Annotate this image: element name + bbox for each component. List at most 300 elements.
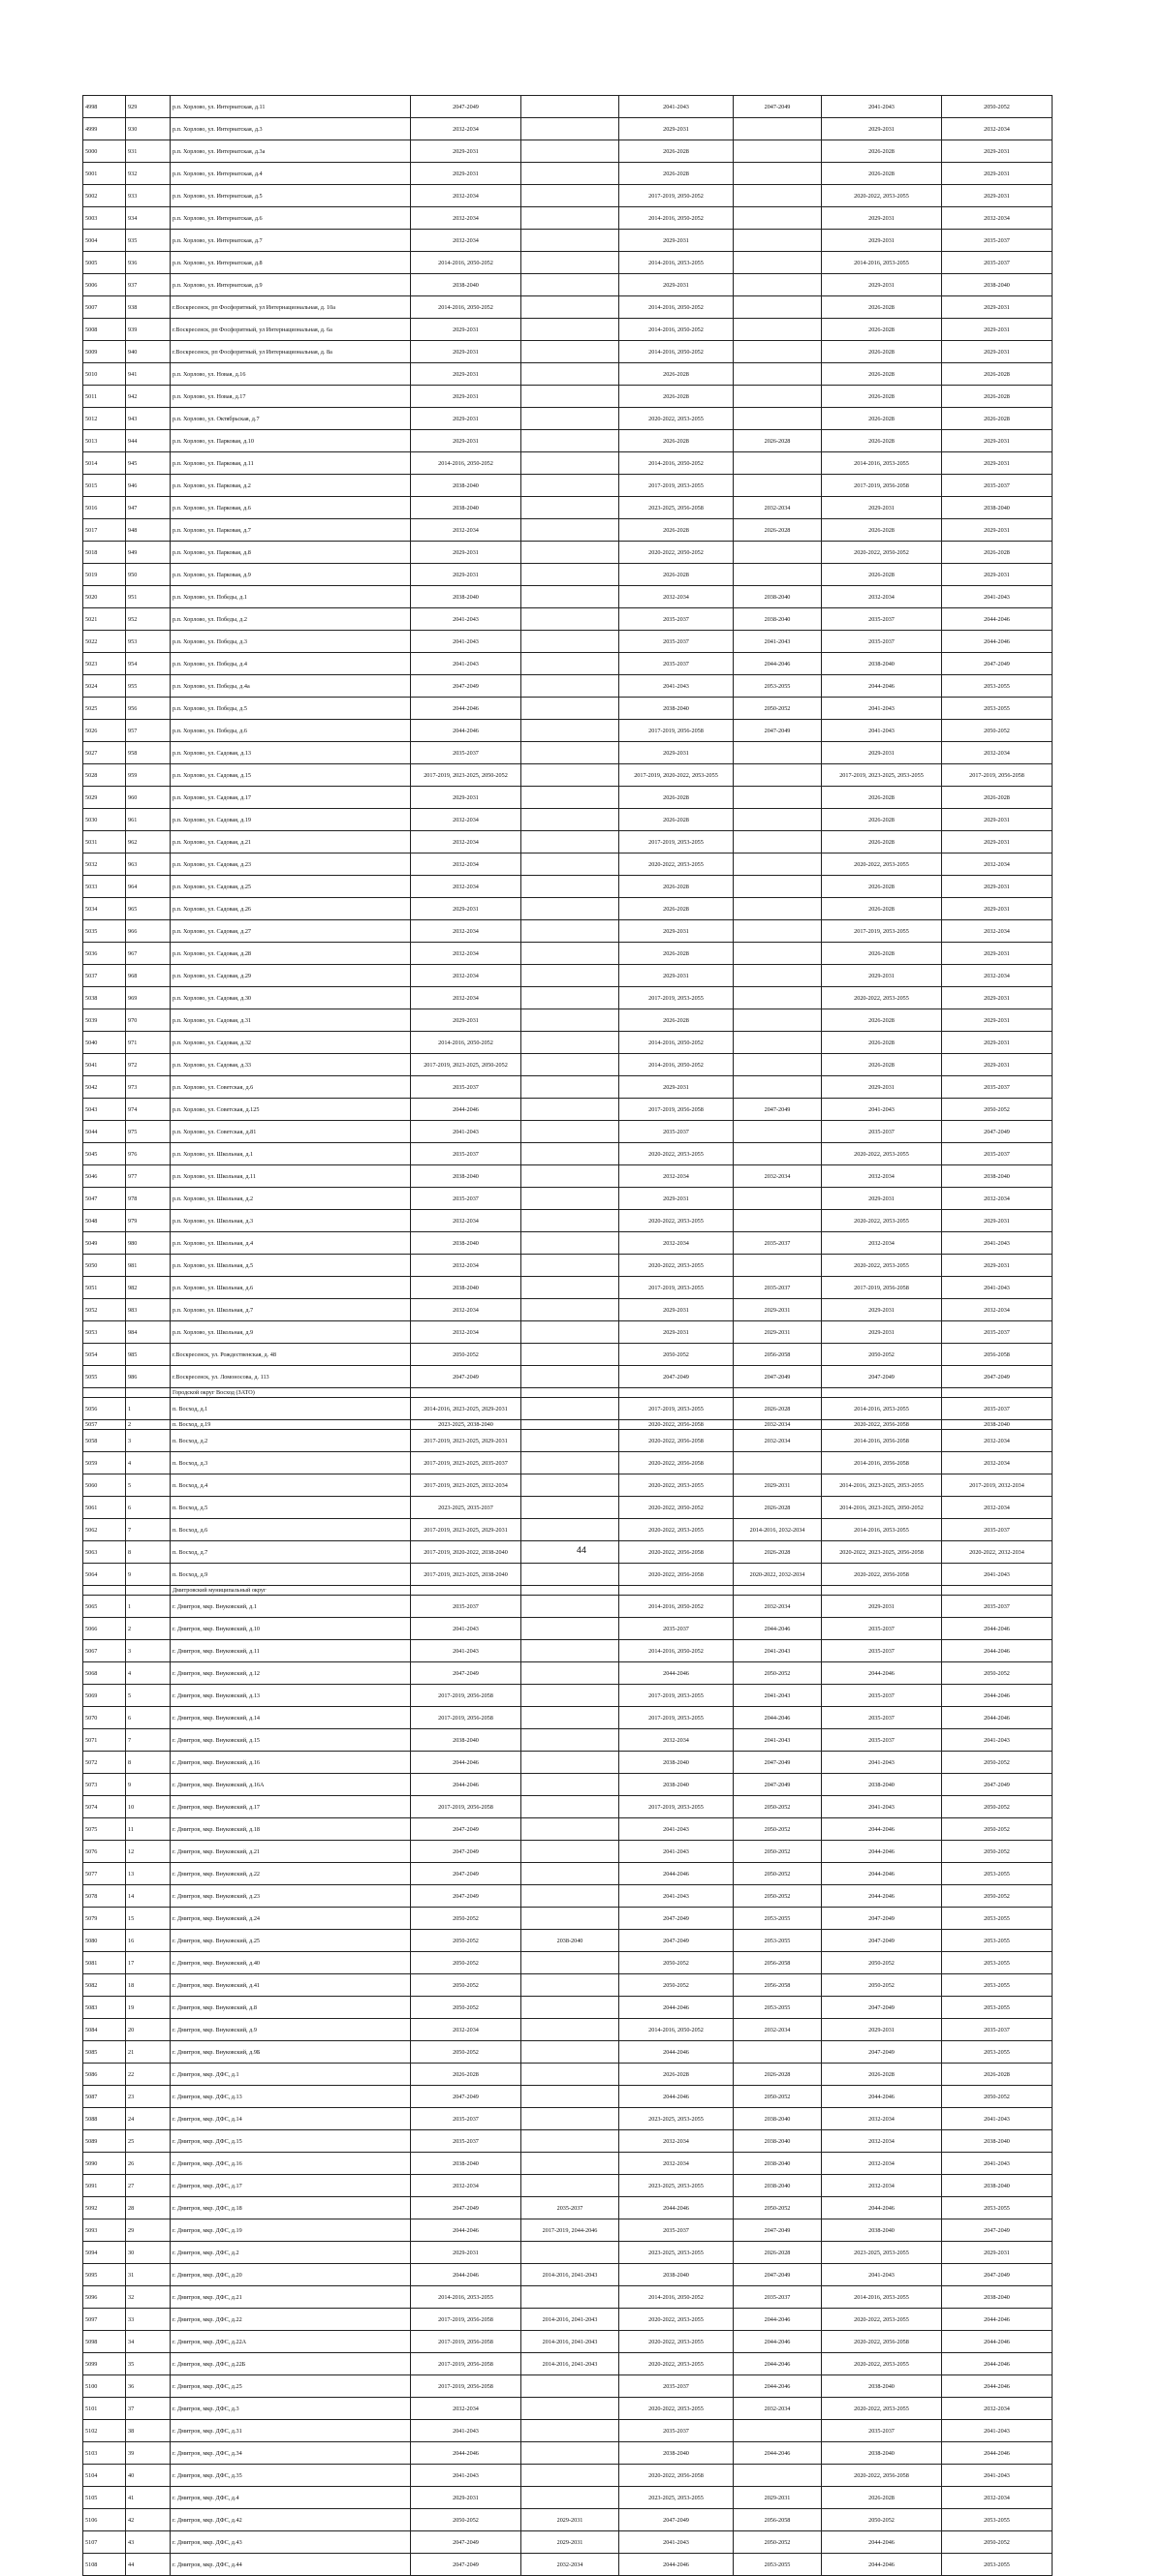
table-cell: 5009 — [83, 341, 126, 363]
table-cell: 4 — [126, 1452, 171, 1474]
table-cell: 947 — [126, 497, 171, 519]
table-cell: 2047-2049 — [734, 1752, 822, 1774]
table-cell: р.п. Хорлово, ул. Интернатская, д.3 — [171, 118, 411, 140]
table-cell: 2029-2031 — [942, 519, 1053, 542]
table-cell: 2047-2049 — [734, 1366, 822, 1388]
table-cell: 2020-2022, 2053-2055 — [619, 2353, 734, 2375]
table-cell — [521, 452, 619, 475]
table-cell: 2032-2034 — [619, 1232, 734, 1255]
table-cell: р.п. Хорлово, ул. Победы, д.6 — [171, 720, 411, 742]
table-cell: 2041-2043 — [619, 1818, 734, 1841]
table-cell: 2023-2025, 2053-2055 — [619, 2487, 734, 2509]
table-cell — [521, 1640, 619, 1662]
table-row — [83, 1054, 1053, 1076]
table-cell: 26 — [126, 2153, 171, 2175]
table-cell: 2050-2052 — [734, 1841, 822, 1863]
table-cell — [521, 943, 619, 965]
table-cell: 2044-2046 — [734, 2442, 822, 2465]
table-cell: р.п. Хорлово, ул. Школьная, д.1 — [171, 1143, 411, 1165]
table-cell: 2017-2019, 2056-2058 — [411, 1685, 521, 1707]
table-cell: 958 — [126, 742, 171, 764]
table-cell: 2026-2028 — [822, 831, 942, 853]
table-row — [83, 1398, 1053, 1420]
table-cell — [734, 943, 822, 965]
table-cell: 11 — [126, 1818, 171, 1841]
table-cell: р.п. Хорлово, ул. Интернатская, д.9 — [171, 274, 411, 296]
table-cell: 2041-2043 — [411, 2465, 521, 2487]
table-cell: г. Дмитров, мкр. ДФС, д.43 — [171, 2531, 411, 2554]
table-row — [83, 1863, 1053, 1885]
table-cell: 2029-2031 — [942, 564, 1053, 586]
table-cell: 5099 — [83, 2353, 126, 2375]
table-cell: 41 — [126, 2487, 171, 2509]
table-cell: 2017-2019, 2053-2055 — [619, 475, 734, 497]
page-number: 44 — [576, 1545, 586, 1555]
table-cell: р.п. Хорлово, ул. Октябрьская, д.7 — [171, 408, 411, 430]
table-cell: 2047-2049 — [411, 1841, 521, 1863]
table-cell: 9 — [126, 1774, 171, 1796]
table-cell — [521, 207, 619, 230]
table-cell: 2053-2055 — [942, 2041, 1053, 2064]
table-cell: 2023-2025, 2038-2040 — [411, 1420, 521, 1430]
table-cell: 2038-2040 — [411, 274, 521, 296]
table-cell — [734, 1143, 822, 1165]
table-cell: 2038-2040 — [619, 698, 734, 720]
table-cell: 2020-2022, 2050-2052 — [619, 1497, 734, 1519]
table-cell — [942, 1586, 1053, 1596]
table-cell: 2044-2046 — [822, 2197, 942, 2219]
table-row — [83, 1662, 1053, 1685]
table-cell: г. Дмитров, мкр. Внуковский, д.9Б — [171, 2041, 411, 2064]
table-cell: 2035-2037 — [734, 1232, 822, 1255]
table-cell: 975 — [126, 1121, 171, 1143]
table-cell: 2032-2034 — [822, 586, 942, 608]
table-cell: 2041-2043 — [619, 2531, 734, 2554]
table-cell: 2032-2034 — [942, 965, 1053, 987]
table-cell: 4998 — [83, 96, 126, 118]
table-cell: 5067 — [83, 1640, 126, 1662]
table-cell — [734, 965, 822, 987]
table-row — [83, 2242, 1053, 2264]
table-cell: 2050-2052 — [942, 720, 1053, 742]
table-cell: 2023-2025, 2056-2058 — [619, 497, 734, 519]
table-cell: 2032-2034 — [942, 2398, 1053, 2420]
table-row — [83, 408, 1053, 430]
table-cell: 2047-2049 — [942, 2264, 1053, 2286]
table-row — [83, 274, 1053, 296]
table-row — [83, 1452, 1053, 1474]
table-cell: 2050-2052 — [822, 1974, 942, 1997]
table-cell: 2 — [126, 1420, 171, 1430]
table-row — [83, 2420, 1053, 2442]
table-cell: 2032-2034 — [734, 2019, 822, 2041]
table-row — [83, 1009, 1053, 1032]
table-cell — [822, 1388, 942, 1398]
table-cell — [521, 1121, 619, 1143]
table-cell: 2020-2022, 2053-2055 — [822, 2353, 942, 2375]
table-row — [83, 319, 1053, 341]
table-cell — [521, 1232, 619, 1255]
table-cell: г. Дмитров, мкр. Внуковский, д.23 — [171, 1885, 411, 1908]
table-row — [83, 2375, 1053, 2398]
table-row — [83, 1344, 1053, 1366]
table-cell: 946 — [126, 475, 171, 497]
table-cell: 5020 — [83, 586, 126, 608]
table-cell: 2053-2055 — [942, 1952, 1053, 1974]
table-cell: 2026-2028 — [822, 363, 942, 386]
table-cell: 2044-2046 — [411, 2219, 521, 2242]
table-cell: 5091 — [83, 2175, 126, 2197]
table-cell: 2029-2031 — [822, 1321, 942, 1344]
table-cell: 2050-2052 — [411, 1952, 521, 1974]
table-cell: 2032-2034 — [411, 207, 521, 230]
table-cell: 2029-2031 — [942, 430, 1053, 452]
table-cell: 2047-2049 — [942, 653, 1053, 675]
table-cell: 2014-2016, 2041-2043 — [521, 2331, 619, 2353]
table-cell: 2029-2031 — [411, 542, 521, 564]
table-cell: 2047-2049 — [822, 1930, 942, 1952]
table-cell: 5064 — [83, 1564, 126, 1586]
table-row — [83, 1974, 1053, 1997]
table-cell: 2026-2028 — [822, 430, 942, 452]
table-cell: 2050-2052 — [411, 2509, 521, 2531]
table-cell — [734, 185, 822, 207]
table-cell — [734, 1188, 822, 1210]
table-cell: 2053-2055 — [942, 1997, 1053, 2019]
table-cell: р.п. Хорлово, ул. Советская, д.81 — [171, 1121, 411, 1143]
table-cell — [521, 363, 619, 386]
table-cell: 5077 — [83, 1863, 126, 1885]
table-cell: 5018 — [83, 542, 126, 564]
table-cell — [521, 1497, 619, 1519]
table-cell: 2041-2043 — [822, 1099, 942, 1121]
table-cell: 2029-2031 — [942, 140, 1053, 163]
table-cell: 5026 — [83, 720, 126, 742]
table-cell: 2026-2028 — [822, 564, 942, 586]
section-row — [83, 1586, 1053, 1596]
table-cell: 979 — [126, 1210, 171, 1232]
table-cell: 22 — [126, 2064, 171, 2086]
table-cell: 2017-2019, 2053-2055 — [619, 1277, 734, 1299]
table-cell: 2029-2031 — [822, 742, 942, 764]
table-cell: 2041-2043 — [942, 2108, 1053, 2130]
table-cell — [521, 163, 619, 185]
table-cell: 2014-2016, 2050-2052 — [411, 296, 521, 319]
table-cell: 2020-2022, 2053-2055 — [822, 1143, 942, 1165]
table-cell: р.п. Хорлово, ул. Школьная, д.7 — [171, 1299, 411, 1321]
table-cell — [734, 1452, 822, 1474]
table-row — [83, 920, 1053, 943]
table-cell: 2038-2040 — [942, 2286, 1053, 2309]
table-cell: р.п. Хорлово, ул. Победы, д.2 — [171, 608, 411, 631]
table-cell: 2029-2031 — [822, 1188, 942, 1210]
table-cell: 2053-2055 — [942, 2554, 1053, 2576]
table-row — [83, 475, 1053, 497]
table-cell: 2035-2037 — [411, 1076, 521, 1099]
table-cell: 2035-2037 — [619, 2375, 734, 2398]
table-row — [83, 296, 1053, 319]
table-cell: 2026-2028 — [942, 408, 1053, 430]
table-cell: 2020-2022, 2053-2055 — [822, 1255, 942, 1277]
table-cell: 2017-2019, 2056-2058 — [411, 2331, 521, 2353]
table-cell — [521, 519, 619, 542]
table-cell: 2038-2040 — [942, 274, 1053, 296]
table-cell: 2056-2058 — [734, 1344, 822, 1366]
table-row — [83, 1818, 1053, 1841]
table-cell: 938 — [126, 296, 171, 319]
table-cell: 2044-2046 — [619, 2086, 734, 2108]
table-cell: 5062 — [83, 1519, 126, 1541]
table-cell: 2047-2049 — [619, 2509, 734, 2531]
table-cell: 2056-2058 — [734, 2509, 822, 2531]
table-cell: 956 — [126, 698, 171, 720]
table-cell: 2026-2028 — [619, 430, 734, 452]
table-cell: 945 — [126, 452, 171, 475]
table-cell — [734, 1076, 822, 1099]
table-cell: п. Восход, д.19 — [171, 1420, 411, 1430]
table-cell: 2020-2022, 2053-2055 — [822, 2309, 942, 2331]
table-cell: 2038-2040 — [942, 2175, 1053, 2197]
table-cell: 5046 — [83, 1165, 126, 1188]
table-cell: 2020-2022, 2056-2058 — [822, 1564, 942, 1586]
table-cell: 2047-2049 — [619, 1366, 734, 1388]
table-cell: 2044-2046 — [942, 1640, 1053, 1662]
table-cell: 2038-2040 — [734, 2153, 822, 2175]
table-cell: 2038-2040 — [411, 1729, 521, 1752]
table-cell: 2032-2034 — [411, 1299, 521, 1321]
table-cell — [734, 1210, 822, 1232]
table-row — [83, 1430, 1053, 1452]
table-cell — [521, 1774, 619, 1796]
table-cell: 2014-2016, 2053-2055 — [822, 452, 942, 475]
table-cell: 2020-2022, 2053-2055 — [822, 987, 942, 1009]
table-row — [83, 608, 1053, 631]
table-cell: 2044-2046 — [411, 1774, 521, 1796]
table-row — [83, 787, 1053, 809]
table-cell: 2029-2031 — [942, 1009, 1053, 1032]
table-cell: р.п. Хорлово, ул. Школьная, д.11 — [171, 1165, 411, 1188]
table-cell: 2053-2055 — [942, 1974, 1053, 1997]
table-cell: 5021 — [83, 608, 126, 631]
table-cell — [521, 2064, 619, 2086]
table-cell: 2038-2040 — [619, 2264, 734, 2286]
table-cell: 5019 — [83, 564, 126, 586]
table-cell: р.п. Хорлово, ул. Школьная, д.5 — [171, 1255, 411, 1277]
table-cell: 10 — [126, 1796, 171, 1818]
table-cell: 5048 — [83, 1210, 126, 1232]
table-cell: 2038-2040 — [822, 2375, 942, 2398]
table-row — [83, 1885, 1053, 1908]
table-cell: 2029-2031 — [822, 1299, 942, 1321]
table-cell: 5072 — [83, 1752, 126, 1774]
table-cell: 2038-2040 — [822, 1774, 942, 1796]
table-cell — [521, 675, 619, 698]
table-cell: 2029-2031 — [411, 386, 521, 408]
table-row — [83, 653, 1053, 675]
table-cell: 2032-2034 — [619, 2130, 734, 2153]
table-cell — [83, 1586, 126, 1596]
table-cell: г. Дмитров, мкр. Внуковский, д.8 — [171, 1997, 411, 2019]
table-cell — [521, 920, 619, 943]
table-cell: 2020-2022, 2053-2055 — [619, 2309, 734, 2331]
table-row — [83, 1908, 1053, 1930]
table-cell: 2035-2037 — [411, 1143, 521, 1165]
table-cell: 5023 — [83, 653, 126, 675]
table-cell: 2026-2028 — [822, 1009, 942, 1032]
table-cell: 2032-2034 — [734, 2398, 822, 2420]
table-cell — [521, 564, 619, 586]
section-row — [83, 1388, 1053, 1398]
table-cell — [521, 2175, 619, 2197]
table-cell: 20 — [126, 2019, 171, 2041]
table-cell: 2014-2016, 2041-2043 — [521, 2264, 619, 2286]
table-cell: 2026-2028 — [942, 363, 1053, 386]
table-cell: 2029-2031 — [411, 787, 521, 809]
table-cell: 2041-2043 — [411, 631, 521, 653]
table-cell: 5053 — [83, 1321, 126, 1344]
table-cell — [521, 1255, 619, 1277]
table-cell: 44 — [126, 2554, 171, 2576]
table-row — [83, 1796, 1053, 1818]
table-cell: 2032-2034 — [411, 2175, 521, 2197]
table-cell: 5096 — [83, 2286, 126, 2309]
table-row — [83, 2175, 1053, 2197]
table-cell: 5055 — [83, 1366, 126, 1388]
table-cell: 5082 — [83, 1974, 126, 1997]
table-cell: 5069 — [83, 1685, 126, 1707]
table-cell: р.п. Хорлово, ул. Школьная, д.9 — [171, 1321, 411, 1344]
table-cell: 2044-2046 — [734, 2331, 822, 2353]
table-cell: 2050-2052 — [942, 1752, 1053, 1774]
table-cell: г. Дмитров, мкр. Внуковский, д.10 — [171, 1618, 411, 1640]
table-cell — [521, 296, 619, 319]
table-cell: п. Восход, д.9 — [171, 1564, 411, 1586]
table-cell: 2038-2040 — [942, 497, 1053, 519]
table-cell: 5071 — [83, 1729, 126, 1752]
table-cell: 37 — [126, 2398, 171, 2420]
table-row — [83, 2108, 1053, 2130]
table-cell: г. Дмитров, мкр. Внуковский, д.21 — [171, 1841, 411, 1863]
table-cell: 2029-2031 — [734, 2487, 822, 2509]
table-cell: п. Восход, д.3 — [171, 1452, 411, 1474]
table-cell — [734, 118, 822, 140]
table-cell: 2032-2034 — [822, 2153, 942, 2175]
table-cell: 5043 — [83, 1099, 126, 1121]
table-cell — [521, 408, 619, 430]
table-cell: 5049 — [83, 1232, 126, 1255]
table-cell: 2053-2055 — [942, 2509, 1053, 2531]
table-cell — [521, 809, 619, 831]
table-cell — [521, 1818, 619, 1841]
table-cell: 2029-2031 — [942, 1032, 1053, 1054]
table-cell: 2023-2025, 2053-2055 — [619, 2108, 734, 2130]
table-cell: 5024 — [83, 675, 126, 698]
table-cell: 2047-2049 — [822, 2041, 942, 2064]
table-cell: 2050-2052 — [411, 1997, 521, 2019]
table-cell — [521, 2487, 619, 2509]
table-cell: 2026-2028 — [822, 319, 942, 341]
table-cell: 5079 — [83, 1908, 126, 1930]
table-cell: 4999 — [83, 118, 126, 140]
table-cell: 2014-2016, 2053-2055 — [411, 2286, 521, 2309]
table-cell: 930 — [126, 118, 171, 140]
table-cell: 5039 — [83, 1009, 126, 1032]
table-cell: 2044-2046 — [619, 2554, 734, 2576]
table-cell: 2014-2016, 2053-2055 — [822, 1519, 942, 1541]
table-cell: 2053-2055 — [942, 1908, 1053, 1930]
table-cell: 2044-2046 — [822, 1863, 942, 1885]
table-cell: г. Дмитров, мкр. ДФС, д.13 — [171, 2086, 411, 2108]
table-cell: р.п. Хорлово, ул. Школьная, д.4 — [171, 1232, 411, 1255]
table-cell: 2041-2043 — [734, 1685, 822, 1707]
table-row — [83, 1930, 1053, 1952]
table-cell: 2020-2022, 2053-2055 — [822, 1210, 942, 1232]
table-cell: 5066 — [83, 1618, 126, 1640]
table-cell: 2044-2046 — [942, 2309, 1053, 2331]
table-cell — [521, 698, 619, 720]
table-cell: 936 — [126, 252, 171, 274]
table-cell — [521, 1586, 619, 1596]
table-cell: 39 — [126, 2442, 171, 2465]
table-cell: р.п. Хорлово, ул. Садовая, д.29 — [171, 965, 411, 987]
table-cell: 2014-2016, 2041-2043 — [521, 2309, 619, 2331]
table-cell: п. Восход, д.1 — [171, 1398, 411, 1420]
table-cell: 21 — [126, 2041, 171, 2064]
table-cell: 2014-2016, 2056-2058 — [822, 1452, 942, 1474]
table-cell: 2050-2052 — [734, 1818, 822, 1841]
table-row — [83, 118, 1053, 140]
table-cell: 2032-2034 — [822, 2130, 942, 2153]
table-cell — [411, 1586, 521, 1596]
table-cell — [734, 140, 822, 163]
table-cell: п. Восход, д.5 — [171, 1497, 411, 1519]
table-cell: г. Дмитров, мкр. ДФС, д.25 — [171, 2375, 411, 2398]
table-cell — [521, 542, 619, 564]
table-cell: 2044-2046 — [734, 1618, 822, 1640]
table-row — [83, 1519, 1053, 1541]
table-row — [83, 2064, 1053, 2086]
table-cell: 964 — [126, 876, 171, 898]
table-cell: 2029-2031 — [942, 1210, 1053, 1232]
table-cell: 5081 — [83, 1952, 126, 1974]
table-cell: 2026-2028 — [822, 943, 942, 965]
table-cell: 2044-2046 — [734, 2375, 822, 2398]
table-cell: 2041-2043 — [411, 2420, 521, 2442]
table-cell: 2044-2046 — [822, 1818, 942, 1841]
table-cell: р.п. Хорлово, ул. Садовая, д.32 — [171, 1032, 411, 1054]
table-cell: 2020-2022, 2053-2055 — [619, 408, 734, 430]
table-cell: 973 — [126, 1076, 171, 1099]
table-cell: 2050-2052 — [619, 1344, 734, 1366]
table-cell: г. Дмитров, мкр. Внуковский, д.41 — [171, 1974, 411, 1997]
table-row — [83, 1685, 1053, 1707]
table-cell: 986 — [126, 1366, 171, 1388]
table-cell: 2026-2028 — [822, 787, 942, 809]
table-cell — [521, 1519, 619, 1541]
table-row — [83, 1841, 1053, 1863]
table-cell: 2014-2016, 2050-2052 — [619, 2286, 734, 2309]
table-cell — [521, 608, 619, 631]
table-cell: г. Дмитров, мкр. ДФС, д.2 — [171, 2242, 411, 2264]
table-cell — [521, 965, 619, 987]
table-cell: 5088 — [83, 2108, 126, 2130]
table-cell: 2044-2046 — [411, 1099, 521, 1121]
table-cell: 2026-2028 — [734, 430, 822, 452]
table-cell: 2038-2040 — [411, 1232, 521, 1255]
table-cell: 2041-2043 — [411, 608, 521, 631]
table-cell: 929 — [126, 96, 171, 118]
table-row — [83, 2353, 1053, 2375]
